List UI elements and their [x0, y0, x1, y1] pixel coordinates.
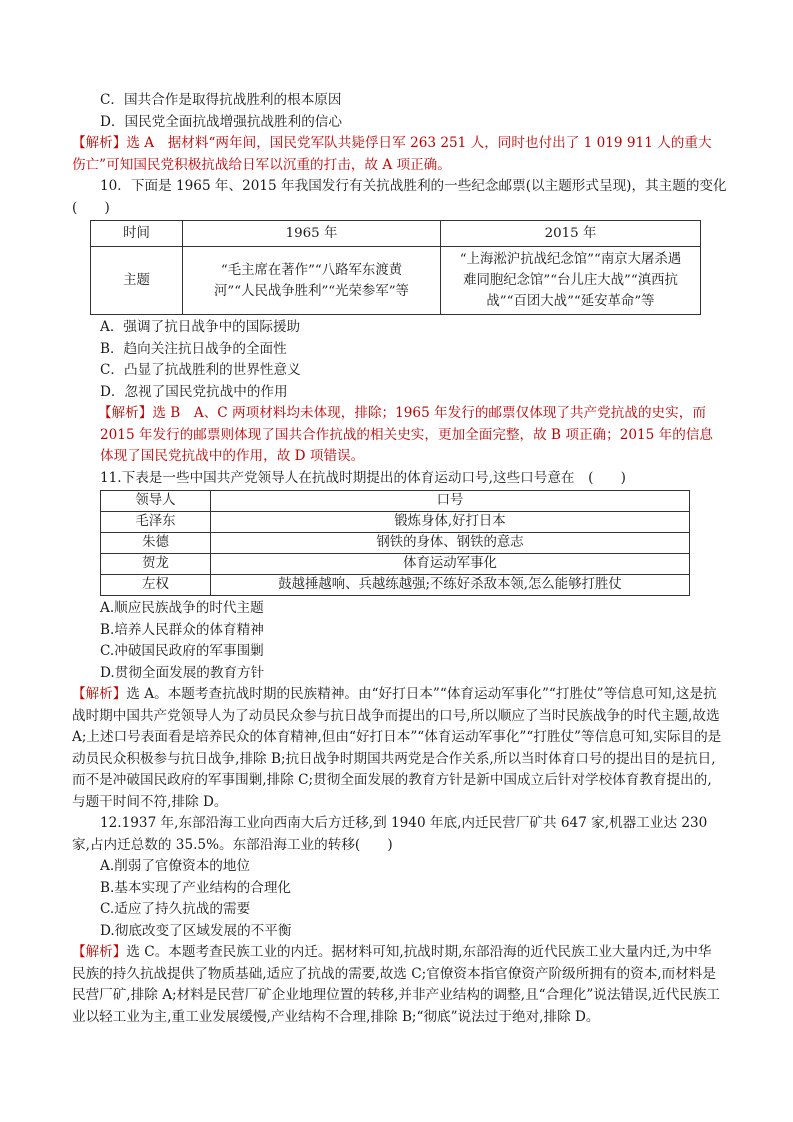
cell-2015: “上海淞沪抗战纪念馆”“南京大屠杀遇难同胞纪念馆”“台儿庄大战”“滇西抗战”“百团大战”“延安革命”等	[441, 247, 701, 315]
slogan-cell: 鼓越捶越响、兵越练越强;不练好杀敌本领,怎么能够打胜仗	[211, 575, 690, 596]
table-header-cell: 2015 年	[441, 221, 701, 247]
analysis-label: 【解析】	[72, 944, 127, 960]
q11-option-d: D.贯彻全面发展的教育方针	[100, 664, 265, 681]
leader-cell: 左权	[101, 575, 211, 596]
q9-option-c: C．国共合作是取得抗战胜利的根本原因	[100, 92, 342, 108]
document-page	[72, 90, 727, 1028]
table-header-cell: 1965 年	[183, 221, 441, 247]
q12-stem: 12.1937 年,东部沿海工业向西南大后方迁移,到 1940 年底,内迁民营厂矿共 647 家,机器工业达 230 家,占内迁总数的 35.5%。东部沿海工业的转移( )	[72, 815, 708, 853]
q12-analysis-text: 选 C。本题考查民族工业的内迁。据材料可知,抗战时期,东部沿海的近代民族工业大量内迁,为中华民族的持久抗战提供了物质基础,适应了抗战的需要,故选 C;官僚资本指官僚资产阶级所拥有的资本,而材料是民营厂矿,排除 A;材料是民营厂矿企业地理位置的转移,并非产业结构的调整,且“合理化”说法错误,近代民族工业以轻工业为主,重工业发展缓慢,产业结构不合理,排除 B;“彻底”说法过于绝对,排除 D。	[72, 944, 721, 1025]
q10-option-d: D．忽视了国民党抗战中的作用	[100, 383, 288, 400]
q10-option-b: B．趋向关注抗日战争的全面性	[100, 340, 287, 357]
table-header-cell: 领导人	[101, 491, 211, 512]
q11-option-a: A.顺应民族战争的时代主题	[100, 600, 264, 616]
q9-analysis-line1	[72, 133, 724, 155]
q10-stamp-table	[90, 220, 701, 315]
q9-analysis-text1: 选 A 据材料“两年间，国民党军队共毙俘日军 263 251 人，同时也付出了 1 019 911 人的重大	[126, 135, 712, 151]
q9-option-d: D．国民党全面抗战增强抗战胜利的信心	[100, 113, 342, 130]
q10-option-c: C．凸显了抗战胜利的世界性意义	[100, 362, 301, 378]
leader-cell: 毛泽东	[101, 512, 211, 533]
table-header-cell: 口号	[211, 491, 690, 512]
q10-analysis-text: 选 B A、C 两项材料均未体现，排除；1965 年发行的邮票仅体现了共产党抗战的史实，而 2015 年发行的邮票则体现了国共合作抗战的相关史实，更加全面完整，故 B 项正确；2015 年的信息体现了国民党抗战中的作用，故 D 项错误。	[100, 405, 714, 464]
analysis-label: 【解析】	[98, 405, 153, 421]
q11-option-b: B.培养人民群众的体育精神	[100, 621, 264, 638]
analysis-label: 【解析】	[72, 686, 127, 702]
table-header-cell: 时间	[91, 221, 183, 247]
leader-cell: 朱德	[101, 533, 211, 554]
q10-stem-line1: 10．下面是 1965 年、2015 年我国发行有关抗战胜利的一些纪念邮票(以主题形式呈现)，其主题的变化	[100, 178, 727, 194]
q11-stem: 11.下表是一些中国共产党领导人在抗战时期提出的体育运动口号,这些口号意在 ( )	[100, 469, 626, 486]
q10-option-a: A．强调了抗日战争中的国际援助	[100, 319, 301, 335]
q11-analysis-text: 选 A。本题考查抗战时期的民族精神。由“好打日本”“体育运动军事化”“打胜仗”等信息可知,这是抗战时期中国共产党领导人为了动员民众参与抗日战争而提出的口号,所以顺应了当时民族战争的时代主题,故选 A;上述口号表面看是培养民众的体育精神,但由“好打日本”“体育运动军事化”“打胜仗”等信息可知,实际目的是动员民众积极参与抗日战争,排除 B;抗日战争时期国共两党是合作关系,所以当时体育口号的提出目的是抗日,而不是冲破国民政府的军事围剿,排除 C;贯彻全面发展的教育方针是新中国成立后针对学校体育教育提出的,与题干时间不符,排除 D。	[72, 686, 722, 810]
slogan-cell: 钢铁的身体、钢铁的意志	[211, 533, 690, 554]
table-row	[91, 247, 701, 315]
leader-cell: 贺龙	[101, 554, 211, 575]
table-header-row	[101, 491, 690, 512]
table-header-row	[91, 221, 701, 247]
table-row	[101, 554, 690, 575]
q12-analysis	[72, 942, 724, 1028]
slogan-cell: 锻炼身体,好打日本	[211, 512, 690, 533]
table-row	[101, 533, 690, 554]
cell-1965: “毛主席在著作”“八路军东渡黄河”“人民战争胜利”“光荣参军”等	[183, 247, 441, 315]
q12-option-c: C.适应了持久抗战的需要	[100, 901, 251, 917]
q12-option-a: A.削弱了官僚资本的地位	[100, 858, 251, 874]
q9-analysis-line2: 伤亡”可知国民党积极抗战给日军以沉重的打击，故 A 项正确。	[72, 156, 451, 173]
q11-slogan-table	[100, 490, 690, 596]
q11-analysis	[72, 684, 724, 813]
q10-stem-line2: ( )	[72, 199, 110, 216]
q11-option-c: C.冲破国民政府的军事围剿	[100, 643, 264, 659]
table-row	[101, 512, 690, 533]
q12-option-b: B.基本实现了产业结构的合理化	[100, 879, 292, 896]
analysis-label: 【解析】	[72, 135, 127, 151]
q10-analysis	[72, 403, 724, 468]
row-label-cell: 主题	[91, 247, 183, 315]
table-row	[101, 575, 690, 596]
q12-option-d: D.彻底改变了区域发展的不平衡	[100, 922, 292, 939]
slogan-cell: 体育运动军事化	[211, 554, 690, 575]
